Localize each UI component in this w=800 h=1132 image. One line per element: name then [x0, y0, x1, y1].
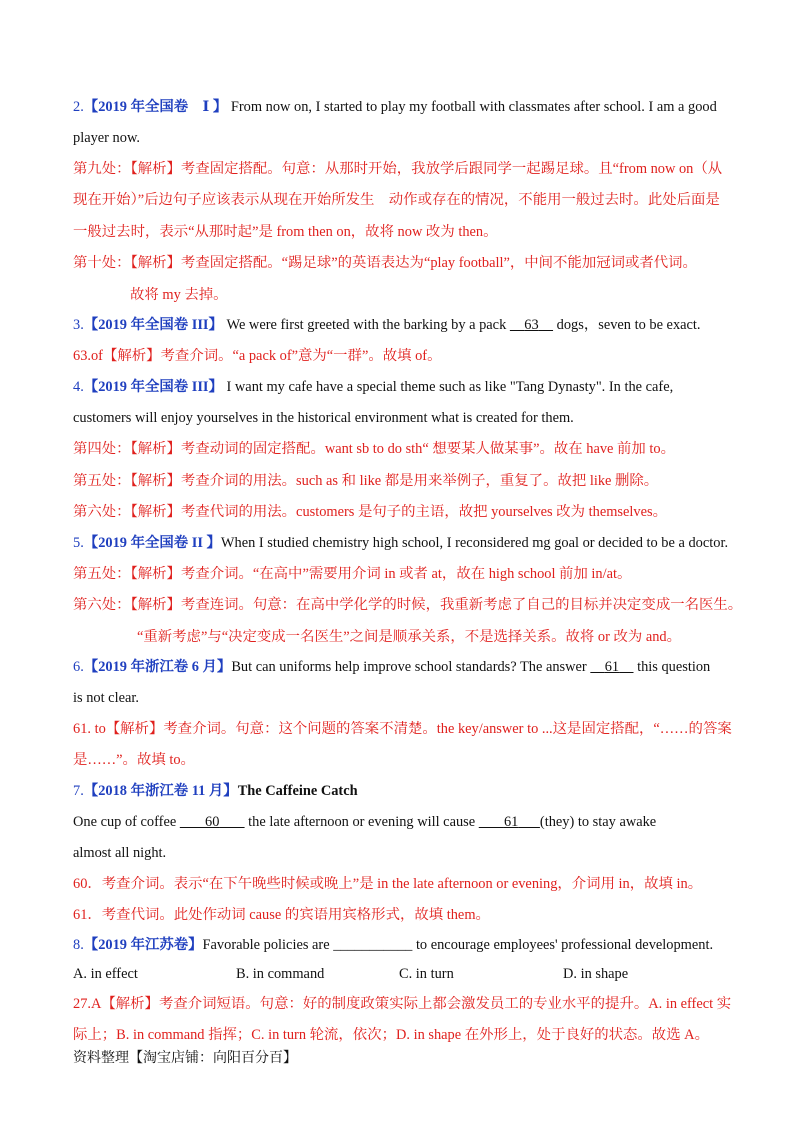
question-text-end: this question	[633, 659, 711, 675]
blank-number: 61	[503, 814, 519, 830]
source-tag: 【2019 年江苏卷】	[83, 937, 203, 953]
answer-analysis: 60．考查介词。表示“在下午晚些时候或晚上”是 in the late afternoon or evening，介词用 in，故填 in。	[73, 876, 703, 892]
answer-analysis-cont: 一般过去时，表示“从那时起”是 from then on，故将 now 改为 then。	[73, 224, 498, 240]
answer-analysis: 第九处：【解析】考查固定搭配。句意：从那时开始，我放学后跟同学一起踢足球。且“from now on（从	[73, 161, 723, 177]
question-text-end: (they) to stay awake	[539, 814, 657, 830]
question-6	[73, 657, 733, 677]
question-number: 4.	[73, 379, 84, 395]
answer-analysis: 61. to【解析】考查介词。句意：这个问题的答案不清楚。the key/answer to ...这是固定搭配，“……的答案	[73, 721, 732, 737]
passage-title: The Caffeine Catch	[237, 783, 358, 799]
answer-blank	[510, 317, 553, 333]
question-text: But can uniforms help improve school standards? The answer	[231, 659, 591, 675]
question-text-cont: player now.	[73, 130, 140, 146]
question-number: 5.	[73, 535, 84, 551]
blank-number: 60	[205, 814, 220, 830]
question-2	[73, 97, 733, 117]
question-text: I want my cafe have a special theme such as like "Tang Dynasty". In the cafe,	[222, 379, 674, 395]
question-3	[73, 315, 733, 335]
question-4	[73, 377, 733, 397]
answer-analysis: 第五处：【解析】考查介词。“在高中”需要用介词 in 或者 at，故在 high school 前加 in/at。	[73, 566, 632, 582]
answer-analysis: 27.A【解析】考查介词短语。句意：好的制度政策实际上都会激发员工的专业水平的提升。A. in effect 实	[73, 996, 732, 1012]
answer-analysis: 第四处：【解析】考查动词的固定搭配。want sb to do sth“ 想要某人做某事”。故在 have 前加 to。	[73, 441, 675, 457]
footer-source: 资料整理【淘宝店铺：向阳百分百】	[73, 1051, 297, 1066]
blank-number: 61	[604, 659, 620, 675]
source-tag: 【2019 年全国卷 III】	[83, 379, 223, 395]
question-7	[73, 781, 733, 801]
question-text-cont: almost all night.	[73, 845, 167, 861]
question-text-cont: is not clear.	[73, 690, 139, 706]
question-8	[73, 935, 733, 955]
answer-blank	[479, 814, 540, 830]
question-number: 8.	[73, 937, 84, 953]
question-number: 7.	[73, 783, 84, 799]
question-text-start: One cup of coffee	[73, 814, 180, 830]
source-tag: 【2018 年浙江卷 11 月】	[83, 783, 238, 799]
answer-analysis-cont: “重新考虑”与“决定变成一名医生”之间是顺承关系，不是选择关系。故将 or 改为 and。	[137, 629, 682, 645]
source-tag: 【2019 年全国卷 Ⅰ 】	[83, 99, 228, 115]
answer-analysis-cont: 现在开始）”后边句子应该表示从现在开始所发生 动作或存在的情况，不能用一般过去时。此处后面是	[73, 192, 720, 208]
answer-analysis: 第五处：【解析】考查介词的用法。such as 和 like 都是用来举例子，重复了。故把 like 删除。	[73, 473, 659, 489]
answer-analysis: 61．考查代词。此处作动词 cause 的宾语用宾格形式，故填 them。	[73, 907, 490, 923]
question-text	[73, 812, 733, 832]
answer-blank	[180, 814, 245, 830]
question-number: 6.	[73, 659, 84, 675]
option-d: D. in shape	[563, 966, 629, 982]
option-a: A. in effect	[73, 966, 138, 982]
question-number: 3.	[73, 317, 84, 333]
question-text-cont: customers will enjoy yourselves in the historical environment what is created for them.	[73, 410, 574, 426]
options-row	[73, 964, 733, 984]
question-text: We were first greeted with the barking by a pack	[222, 317, 510, 333]
option-c: C. in turn	[399, 966, 454, 982]
blank-number: 63	[524, 317, 539, 333]
answer-analysis-cont: 是……”。故填 to。	[73, 752, 195, 768]
source-tag: 【2019 年浙江卷 6 月】	[83, 659, 232, 675]
answer-blank	[590, 659, 633, 675]
question-text-end: dogs，seven to be exact.	[553, 317, 701, 333]
question-text-mid: the late afternoon or evening will cause	[244, 814, 479, 830]
source-tag: 【2019 年全国卷 II 】	[83, 535, 221, 551]
question-5	[73, 533, 733, 553]
answer-analysis: 第六处：【解析】考查连词。句意：在高中学化学的时候，我重新考虑了自己的目标并决定变成一名医生。	[73, 597, 743, 613]
question-text: From now on, I started to play my football with classmates after school. I am a good	[227, 99, 717, 115]
question-text: Favorable policies are ___________ to encourage employees' professional development.	[202, 937, 714, 953]
source-tag: 【2019 年全国卷 III】	[83, 317, 223, 333]
answer-analysis: 第十处：【解析】考查固定搭配。“踢足球”的英语表达为“play football”，中间不能加冠词或者代词。	[73, 255, 697, 271]
question-number: 2.	[73, 99, 84, 115]
answer-analysis-cont: 故将 my 去掉。	[130, 287, 228, 303]
answer-analysis-cont: 际上；B. in command 指挥；C. in turn 轮流，依次；D. in shape 在外形上，处于良好的状态。故选 A。	[73, 1027, 709, 1043]
option-b: B. in command	[236, 966, 325, 982]
answer-analysis: 第六处：【解析】考查代词的用法。customers 是句子的主语，故把 yourselves 改为 themselves。	[73, 504, 667, 520]
answer-analysis: 63.of【解析】考查介词。“a pack of”意为“一群”。故填 of。	[73, 348, 442, 364]
question-text: When I studied chemistry high school, I reconsidered mg goal or decided to be a doctor.	[220, 535, 729, 551]
